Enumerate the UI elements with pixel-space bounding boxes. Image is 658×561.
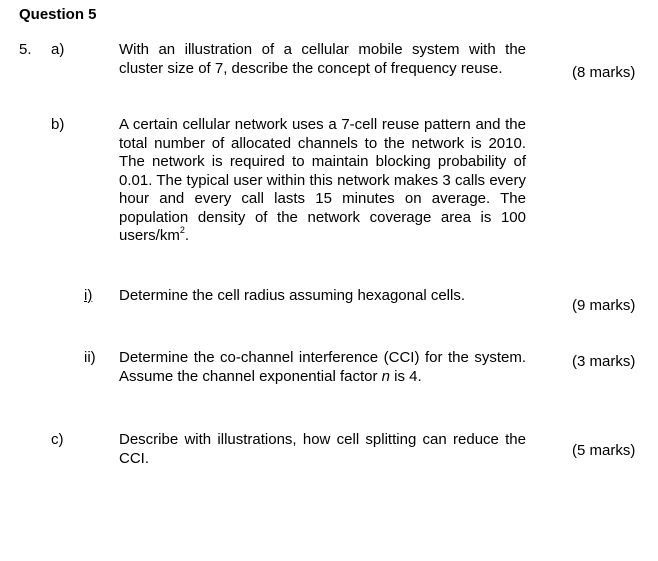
- sub-ii-text: [119, 349, 526, 386]
- question-number: 5.: [19, 41, 32, 58]
- sub-ii-marks: (3 marks): [572, 353, 636, 370]
- part-b-superscript: 2: [179, 225, 185, 235]
- part-b-label: b): [51, 116, 65, 133]
- sub-i-marks: (9 marks): [572, 297, 636, 314]
- sub-ii-text-post: is 4.: [390, 367, 422, 385]
- part-b-text: [119, 116, 526, 246]
- sub-i-text: Determine the cell radius assuming hexagonal cells.: [119, 287, 466, 304]
- part-a-marks: (8 marks): [572, 64, 636, 81]
- part-c-text: Describe with illustrations, how cell splitting can reduce the CCI.: [119, 431, 526, 467]
- part-c-label: c): [51, 431, 64, 448]
- part-b-end: .: [184, 227, 190, 244]
- part-c-marks: (5 marks): [572, 442, 636, 459]
- sub-ii-italic-n: n: [381, 367, 391, 385]
- sub-i-label: i): [84, 287, 93, 304]
- part-a-text: With an illustration of a cellular mobile system with the cluster size of 7, describe the concept of frequency reuse.: [119, 41, 526, 77]
- part-b-body: A certain cellular network uses a 7-cell reuse pattern and the total number of allocated channels to the network is 2010. The network is required to maintain blocking probability of 0.01. The typical user within this network makes 3 calls every hour and every call lasts 15 minutes on average. The population density of the network coverage area is 100 users/km: [119, 116, 526, 244]
- sub-ii-label: ii): [84, 349, 96, 366]
- part-a-label: a): [51, 41, 65, 58]
- sub-ii-text-pre: Determine the co-channel interference (CCI) for the system. Assume the channel exponential factor: [119, 349, 526, 385]
- question-title: Question 5: [19, 6, 97, 23]
